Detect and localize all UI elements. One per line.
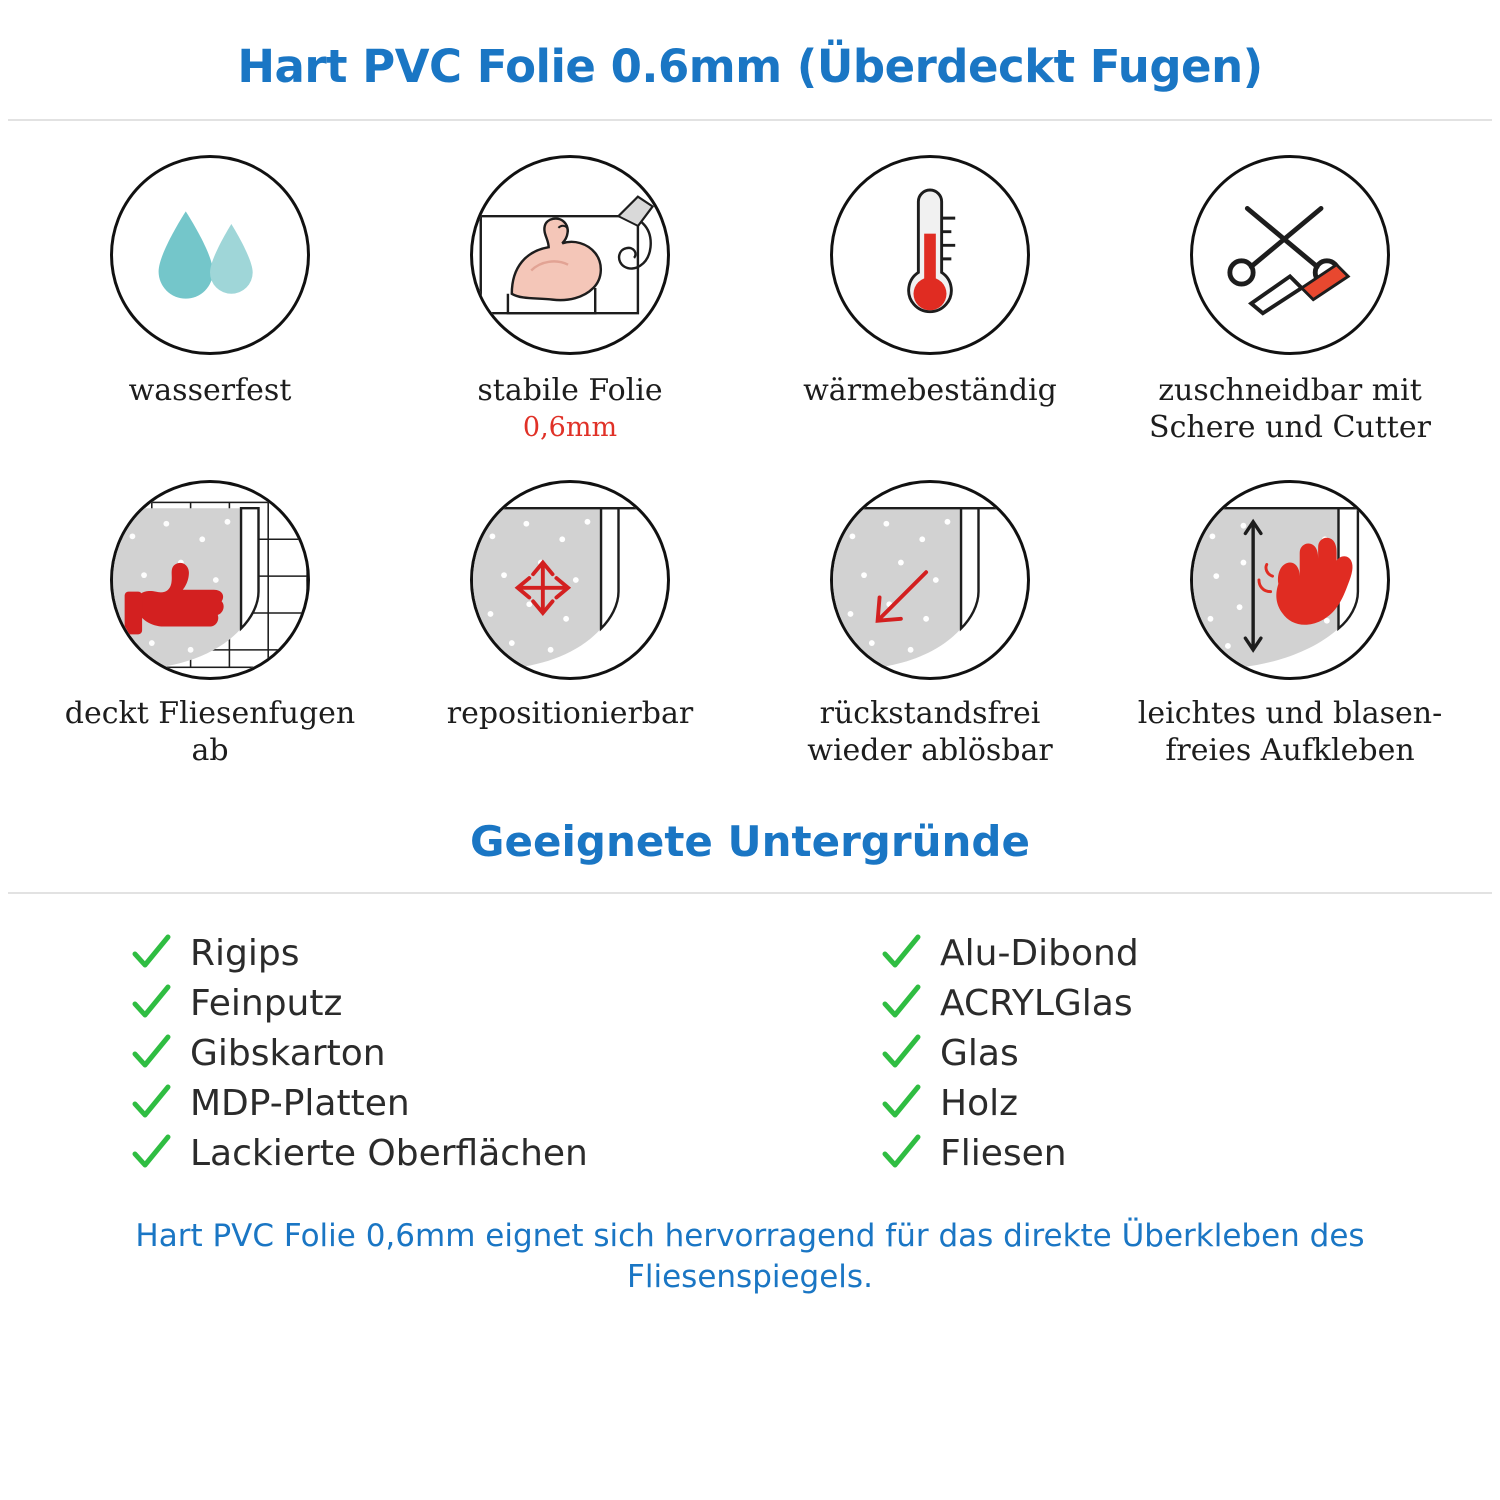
strong-arm-foil-icon bbox=[470, 155, 670, 355]
peel-arrow-icon bbox=[830, 480, 1030, 680]
feature-label: rückstandsfrei wieder ablösbar bbox=[807, 696, 1053, 768]
list-item bbox=[130, 982, 750, 1024]
check-mark-icon bbox=[880, 1132, 922, 1174]
water-drops-icon bbox=[110, 155, 310, 355]
check-mark-icon bbox=[130, 1132, 172, 1174]
feature-deckt-fliesenfugen bbox=[30, 480, 390, 769]
four-way-arrow-icon bbox=[470, 480, 670, 680]
scissors-cutter-icon bbox=[1190, 155, 1390, 355]
thermometer-icon bbox=[830, 155, 1030, 355]
feature-sublabel: 0,6mm bbox=[522, 411, 618, 443]
feature-stabile-folie bbox=[390, 155, 750, 446]
check-mark-icon bbox=[880, 1082, 922, 1124]
feature-label: zuschneidbar mit Schere und Cutter bbox=[1149, 373, 1431, 445]
list-item bbox=[130, 932, 750, 974]
surface-label: Feinputz bbox=[190, 982, 343, 1024]
feature-label: wasserfest bbox=[128, 373, 292, 408]
feature-label: stabile Folie bbox=[477, 373, 663, 408]
check-mark-icon bbox=[130, 1032, 172, 1074]
hand-smooth-icon bbox=[1190, 480, 1390, 680]
list-item bbox=[880, 982, 1500, 1024]
thumbs-up-tiles-icon bbox=[110, 480, 310, 680]
page-title: Hart PVC Folie 0.6mm (Überdeckt Fugen) bbox=[237, 40, 1263, 93]
check-mark-icon bbox=[130, 932, 172, 974]
surface-label: Lackierte Oberflächen bbox=[190, 1132, 588, 1174]
surface-label: MDP-Platten bbox=[190, 1082, 410, 1124]
feature-label: leichtes und blasen- freies Aufkleben bbox=[1137, 696, 1443, 768]
surfaces-column-right bbox=[750, 932, 1500, 1182]
feature-repositionierbar bbox=[390, 480, 750, 769]
check-mark-icon bbox=[130, 982, 172, 1024]
check-mark-icon bbox=[880, 982, 922, 1024]
surface-label: Alu-Dibond bbox=[940, 932, 1139, 974]
feature-label: repositionierbar bbox=[446, 696, 694, 732]
check-mark-icon bbox=[880, 932, 922, 974]
surfaces-column-left bbox=[0, 932, 750, 1182]
list-item bbox=[880, 932, 1500, 974]
feature-zuschneidbar bbox=[1110, 155, 1470, 446]
surface-label: Glas bbox=[940, 1032, 1019, 1074]
list-item bbox=[880, 1132, 1500, 1174]
feature-grid-row-1 bbox=[0, 121, 1500, 446]
feature-label: deckt Fliesenfugen ab bbox=[64, 696, 356, 768]
list-item bbox=[880, 1032, 1500, 1074]
list-item bbox=[130, 1032, 750, 1074]
surface-label: Rigips bbox=[190, 932, 300, 974]
footer-note: Hart PVC Folie 0,6mm eignet sich hervorragend für das direkte Überkleben des Fliesenspiegels. bbox=[135, 1218, 1365, 1295]
feature-grid-row-2 bbox=[0, 446, 1500, 769]
feature-label: wärmebeständig bbox=[803, 373, 1057, 408]
list-item bbox=[130, 1132, 750, 1174]
feature-waermebestaendig bbox=[750, 155, 1110, 446]
feature-wasserfest bbox=[30, 155, 390, 446]
feature-rueckstandsfrei bbox=[750, 480, 1110, 769]
list-item bbox=[880, 1082, 1500, 1124]
list-item bbox=[130, 1082, 750, 1124]
surfaces-section-title: Geeignete Untergründe bbox=[470, 817, 1030, 867]
feature-blasenfreies-aufkleben bbox=[1110, 480, 1470, 769]
surface-label: Fliesen bbox=[940, 1132, 1067, 1174]
surface-label: ACRYLGlas bbox=[940, 982, 1133, 1024]
check-mark-icon bbox=[130, 1082, 172, 1124]
surface-label: Gibskarton bbox=[190, 1032, 386, 1074]
surface-label: Holz bbox=[940, 1082, 1018, 1124]
check-mark-icon bbox=[880, 1032, 922, 1074]
suitable-surfaces-list bbox=[0, 894, 1500, 1182]
